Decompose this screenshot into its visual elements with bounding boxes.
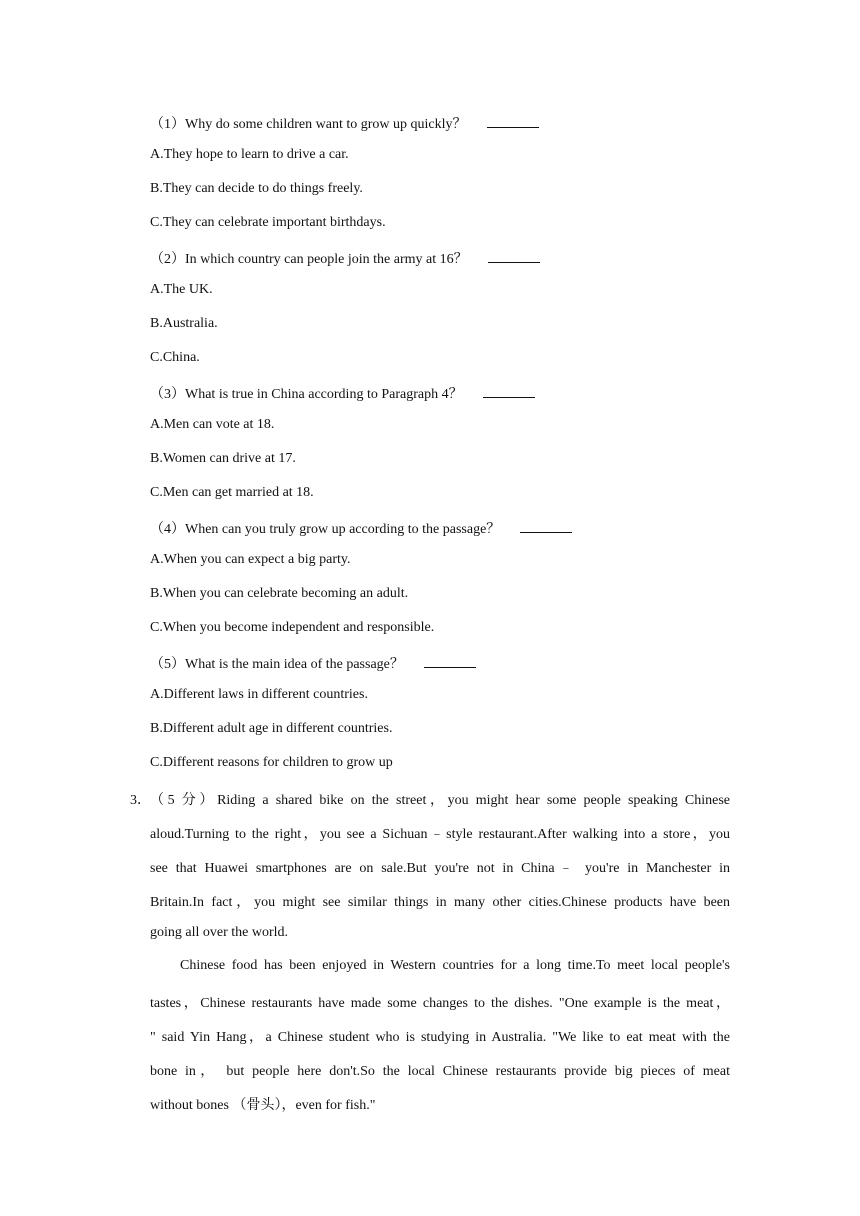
question-2-option-b[interactable]: B.Australia. — [150, 316, 218, 331]
question-1-option-b[interactable]: B.They can decide to do things freely. — [150, 181, 363, 196]
question-1-stem: （1）Why do some children want to grow up quickly？ — [150, 113, 539, 133]
question-3-option-c[interactable]: C.Men can get married at 18. — [150, 485, 314, 500]
passage-line: （5 分）Riding a shared bike on the street，you might hear some people speaking Chinese — [150, 793, 730, 808]
passage-line: Britain.In fact，you might see similar things in many other cities.Chinese products have been — [150, 895, 730, 910]
question-5-option-a[interactable]: A.Different laws in different countries. — [150, 687, 368, 702]
question-2-option-a[interactable]: A.The UK. — [150, 282, 213, 297]
passage-line: tastes，Chinese restaurants have made some changes to the dishes. "One example is the meat， — [150, 996, 730, 1011]
question-4-stem: （4）When can you truly grow up according to the passage？ — [150, 518, 572, 538]
question-3-stem: （3）What is true in China according to Paragraph 4？ — [150, 383, 535, 403]
question-4-option-b[interactable]: B.When you can celebrate becoming an adult. — [150, 586, 409, 601]
question-2-option-c[interactable]: C.China. — [150, 350, 200, 365]
answer-blank[interactable] — [424, 655, 476, 668]
question-3-option-a[interactable]: A.Men can vote at 18. — [150, 417, 275, 432]
question-4-option-c[interactable]: C.When you become independent and responsible. — [150, 620, 435, 635]
passage-line: " said Yin Hang，a Chinese student who is studying in Australia. "We like to eat meat with the — [150, 1030, 730, 1045]
question-1-option-c[interactable]: C.They can celebrate important birthdays. — [150, 215, 386, 230]
question-4-option-a[interactable]: A.When you can expect a big party. — [150, 552, 351, 567]
question-5-option-c[interactable]: C.Different reasons for children to grow up — [150, 755, 393, 770]
passage-line: without bones （骨头），even for fish." — [150, 1098, 376, 1113]
answer-blank[interactable] — [483, 385, 535, 398]
passage-line: see that Huawei smartphones are on sale.But you're not in China﹣ you're in Manchester in — [150, 861, 730, 876]
passage-line: aloud.Turning to the right，you see a Sichuan﹣style restaurant.After walking into a store，you — [150, 827, 730, 842]
passage-line: going all over the world. — [150, 925, 289, 940]
answer-blank[interactable] — [520, 520, 572, 533]
question-5-option-b[interactable]: B.Different adult age in different countries. — [150, 721, 393, 736]
passage-line: bone in， but people here don't.So the local Chinese restaurants provide big pieces of meat — [150, 1064, 730, 1079]
answer-blank[interactable] — [487, 115, 539, 128]
section-3-number: 3． — [130, 793, 151, 808]
question-2-stem: （2）In which country can people join the army at 16？ — [150, 248, 540, 268]
question-5-stem: （5）What is the main idea of the passage？ — [150, 653, 476, 673]
question-1-option-a[interactable]: A.They hope to learn to drive a car. — [150, 147, 349, 162]
passage-line: Chinese food has been enjoyed in Western countries for a long time.To meet local people's — [180, 958, 730, 973]
question-3-option-b[interactable]: B.Women can drive at 17. — [150, 451, 296, 466]
answer-blank[interactable] — [488, 250, 540, 263]
